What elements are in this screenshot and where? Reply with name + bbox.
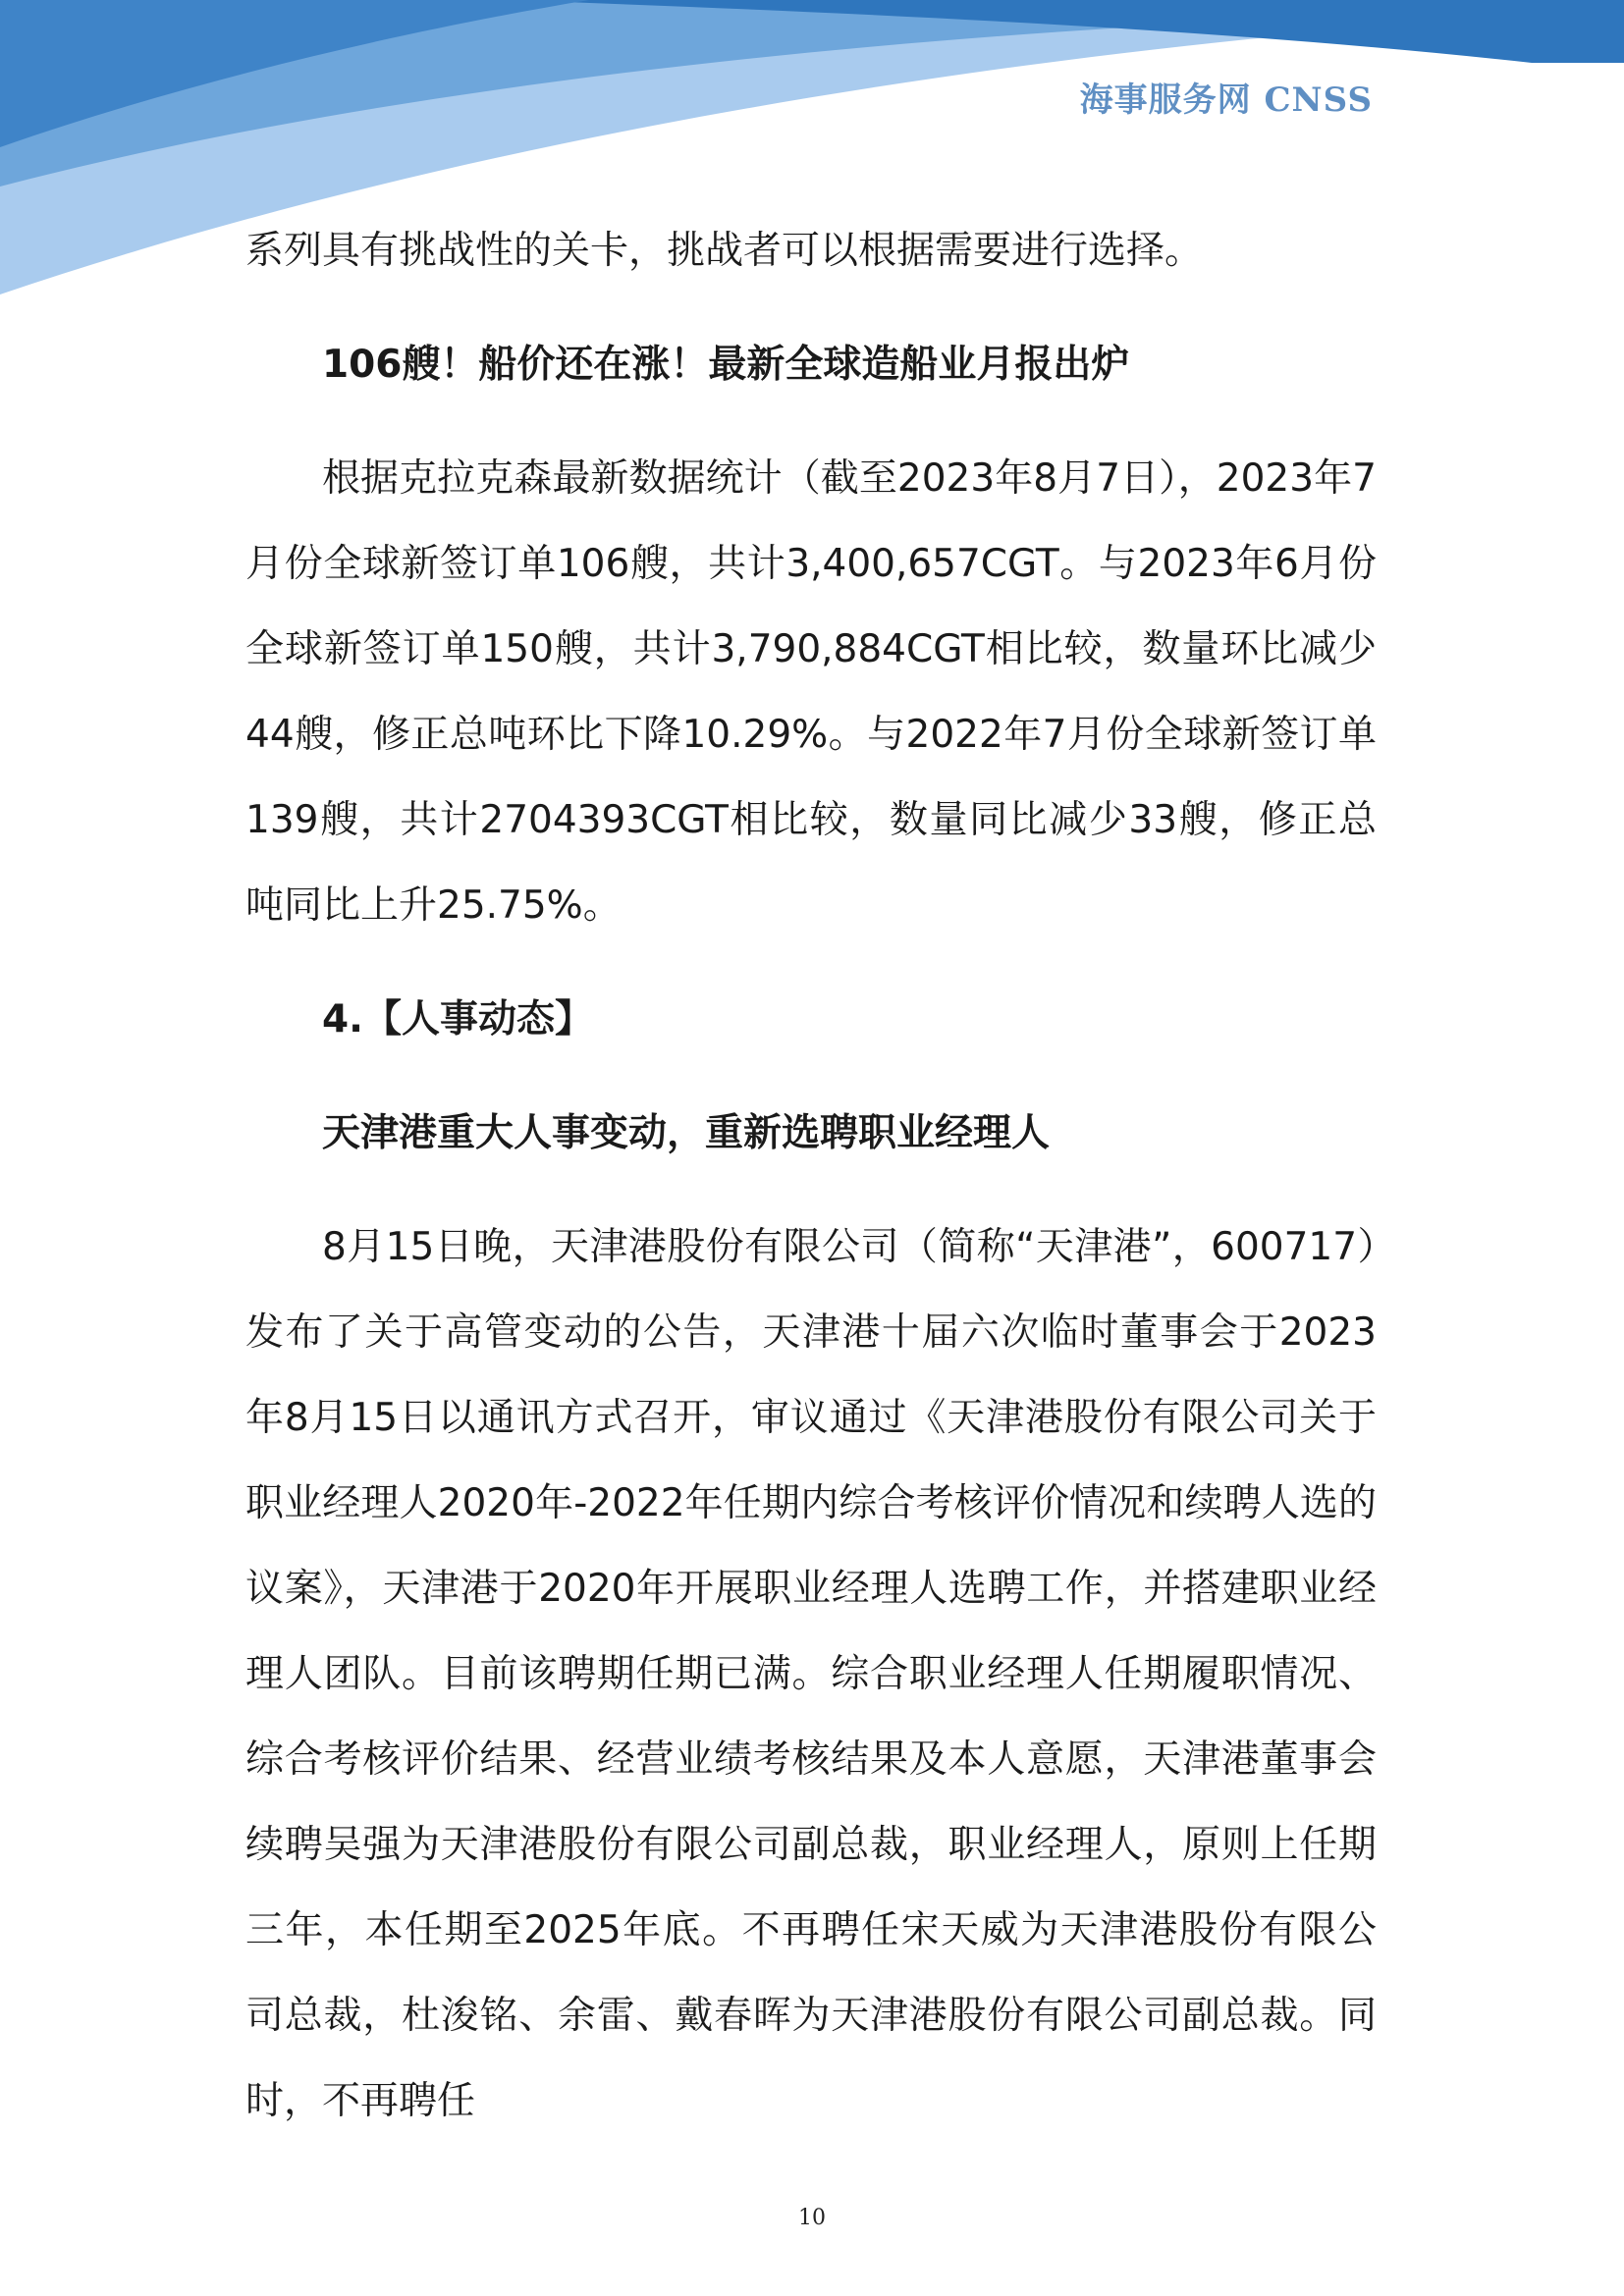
continuation-paragraph: 系列具有挑战性的关卡，挑战者可以根据需要进行选择。 [245, 229, 1204, 273]
page-body [245, 208, 1377, 2144]
news1-title: 106艘！船价还在涨！最新全球造船业月报出炉 [322, 343, 1130, 387]
section4-title: 4.【人事动态】 [322, 997, 593, 1041]
news1-paragraph: 根据克拉克森最新数据统计（截至2023年8月7日），2023年7月份全球新签订单106艘，共计3,400,657CGT。与2023年6月份全球新签订单150艘，共计3,790,884CGT相比较，数量环比减少44艘，修正总吨环比下降10.29%。与2022年7月份全球新签订单139艘，共计2704393CGT相比较，数量同比减少33艘，修正总吨同比上升25.75%。 [245, 456, 1377, 928]
news2-title: 天津港重大人事变动，重新选聘职业经理人 [322, 1111, 1051, 1155]
page-number: 10 [798, 2206, 826, 2230]
news2-paragraph: 8月15日晚，天津港股份有限公司（简称“天津港”，600717）发布了关于高管变动的公告，天津港十届六次临时董事会于2023年8月15日以通讯方式召开，审议通过《天津港股份有限公司关于职业经理人2020年-2022年任期内综合考核评价情况和续聘人选的议案》，天津港于2020年开展职业经理人选聘工作，并搭建职业经理人团队。目前该聘期任期已满。综合职业经理人任期履职情况、综合考核评价结果、经营业绩考核结果及本人意愿，天津港董事会续聘吴强为天津港股份有限公司副总裁，职业经理人，原则上任期三年，本任期至2025年底。不再聘任宋天威为天津港股份有限公司总裁，杜浚铭、余雷、戴春晖为天津港股份有限公司副总裁。同时，不再聘任 [245, 1225, 1377, 2123]
brand-logo-text: 海事服务网 CNSS [1079, 80, 1373, 120]
